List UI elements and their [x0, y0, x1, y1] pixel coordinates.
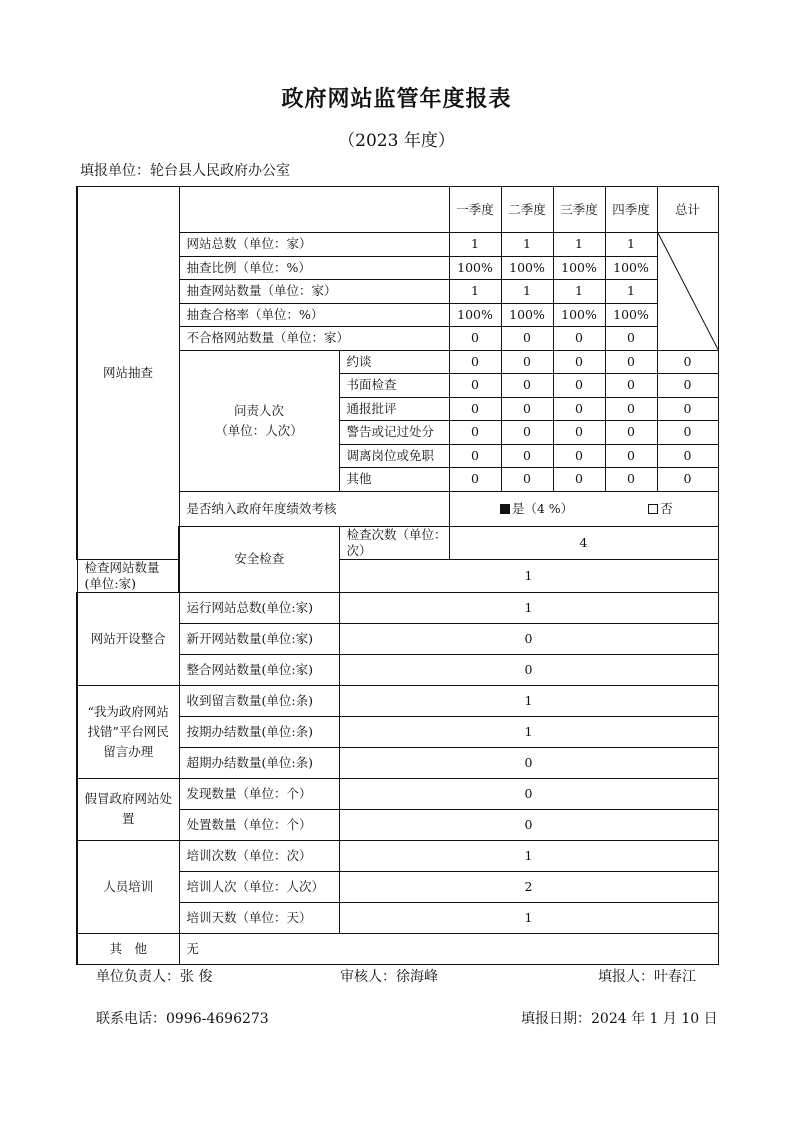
row-label: 超期办结数量(单位:条) [179, 747, 339, 778]
cell-total: 0 [657, 468, 718, 492]
cell-q2: 0 [501, 327, 553, 351]
checked-box-icon [500, 504, 510, 514]
row-label: 按期办结数量(单位:条) [179, 716, 339, 747]
table-row [77, 778, 718, 809]
footer-responsible: 单位负责人：张 俊 [96, 969, 213, 985]
cell-q3: 100% [553, 256, 605, 280]
table-row [77, 840, 718, 871]
cell-total: 0 [657, 444, 718, 468]
cell-q4: 0 [605, 397, 657, 421]
row-label: 不合格网站数量（单位：家） [179, 327, 449, 351]
row-label: 收到留言数量(单位:条) [179, 685, 339, 716]
footer-filler: 填报人：叶春江 [598, 969, 696, 985]
row-label: 检查网站数量(单位:家) [77, 559, 179, 592]
cell-q4: 0 [605, 374, 657, 398]
cell-q1: 1 [449, 280, 501, 304]
accountability-unit: （单位：人次） [215, 422, 303, 438]
row-value: 1 [339, 902, 718, 933]
cell-q2: 1 [501, 233, 553, 257]
header-q1: 一季度 [449, 187, 501, 233]
cell-q1: 100% [449, 256, 501, 280]
cell-q4: 0 [605, 327, 657, 351]
section-website-check: 网站抽查 [77, 187, 179, 560]
cell-q1: 0 [449, 397, 501, 421]
cell-q4: 1 [605, 233, 657, 257]
cell-q4: 0 [605, 444, 657, 468]
footer-phone: 联系电话：0996-4696273 [96, 1011, 269, 1027]
assessment-options [449, 491, 718, 526]
assessment-label: 是否纳入政府年度绩效考核 [179, 491, 449, 526]
table-row [77, 559, 718, 592]
header-total: 总计 [657, 187, 718, 233]
section-title: 假冒政府网站处置 [77, 778, 179, 840]
cell-q2: 0 [501, 350, 553, 374]
cell-total: 0 [657, 397, 718, 421]
row-label: 培训天数（单位：天） [179, 902, 339, 933]
row-value: 1 [339, 716, 718, 747]
row-value: 0 [339, 778, 718, 809]
page-subtitle: （2023 年度） [338, 131, 455, 151]
table-row [77, 685, 718, 716]
other-label: 其 他 [77, 933, 179, 964]
cell-q2: 100% [501, 303, 553, 327]
cell-total: 0 [657, 350, 718, 374]
row-value: 0 [339, 654, 718, 685]
row-label: 其他 [339, 468, 449, 492]
row-value: 1 [339, 592, 718, 623]
cell-q1: 0 [449, 374, 501, 398]
row-label: 运行网站总数(单位:家) [179, 592, 339, 623]
other-value: 无 [179, 933, 718, 964]
cell-q2: 0 [501, 397, 553, 421]
cell-q3: 0 [553, 374, 605, 398]
reporting-unit: 填报单位：轮台县人民政府办公室 [80, 163, 290, 179]
cell-q4: 0 [605, 350, 657, 374]
cell-q1: 0 [449, 327, 501, 351]
cell-q3: 0 [553, 350, 605, 374]
accountability-label-cell [179, 350, 339, 491]
cell-q2: 0 [501, 421, 553, 445]
cell-q3: 100% [553, 303, 605, 327]
cell-q2: 0 [501, 374, 553, 398]
row-label: 检查次数（单位：次） [339, 526, 449, 559]
cell-q3: 0 [553, 397, 605, 421]
cell-q4: 1 [605, 280, 657, 304]
cell-q4: 100% [605, 256, 657, 280]
cell-q2: 100% [501, 256, 553, 280]
cell-q1: 0 [449, 444, 501, 468]
cell-q1: 0 [449, 421, 501, 445]
row-label: 新开网站数量(单位:家) [179, 623, 339, 654]
header-q2: 二季度 [501, 187, 553, 233]
section-title: 网站开设整合 [77, 592, 179, 685]
row-label: 调离岗位或免职 [339, 444, 449, 468]
diagonal-line [658, 233, 718, 350]
row-value: 0 [339, 623, 718, 654]
row-label: 警告或记过处分 [339, 421, 449, 445]
table-row [77, 592, 718, 623]
cell-q1: 0 [449, 350, 501, 374]
row-value: 1 [339, 559, 718, 592]
row-label: 通报批评 [339, 397, 449, 421]
row-label: 网站总数（单位：家） [179, 233, 449, 257]
accountability-label: 问责人次 [233, 402, 284, 418]
cell-total: 0 [657, 421, 718, 445]
row-value: 2 [339, 871, 718, 902]
row-value: 0 [339, 747, 718, 778]
cell-q1: 100% [449, 303, 501, 327]
cell-q3: 0 [553, 327, 605, 351]
assessment-no-label: 否 [660, 500, 673, 516]
header-q3: 三季度 [553, 187, 605, 233]
section-title: 人员培训 [77, 840, 179, 933]
assessment-yes-label: 是（4 %） [511, 500, 574, 516]
other-row [77, 933, 718, 964]
cell-q1: 1 [449, 233, 501, 257]
report-table [76, 186, 719, 965]
cell-q2: 0 [501, 444, 553, 468]
row-label: 整合网站数量(单位:家) [179, 654, 339, 685]
footer-reviewer: 审核人：徐海峰 [340, 969, 438, 985]
total-diagonal-cell [657, 233, 718, 351]
row-label: 处置数量（单位：个） [179, 809, 339, 840]
cell-q4: 0 [605, 421, 657, 445]
row-label: 发现数量（单位：个） [179, 778, 339, 809]
assessment-yes-option [462, 501, 612, 517]
cell-q2: 0 [501, 468, 553, 492]
header-row [77, 187, 718, 233]
row-label: 抽查合格率（单位：%） [179, 303, 449, 327]
row-value: 1 [339, 685, 718, 716]
assessment-no-option [615, 501, 705, 517]
cell-q4: 100% [605, 303, 657, 327]
header-blank [179, 187, 449, 233]
cell-q4: 0 [605, 468, 657, 492]
row-value: 0 [339, 809, 718, 840]
page-title: 政府网站监管年度报表 [281, 86, 512, 112]
footer-date: 填报日期：2024 年 1 月 10 日 [521, 1011, 718, 1027]
cell-q3: 1 [553, 233, 605, 257]
cell-q3: 0 [553, 468, 605, 492]
cell-q2: 1 [501, 280, 553, 304]
row-label: 约谈 [339, 350, 449, 374]
cell-total: 0 [657, 374, 718, 398]
row-label: 培训次数（单位：次） [179, 840, 339, 871]
row-value: 4 [449, 526, 718, 559]
unchecked-box-icon [648, 504, 658, 514]
row-label: 抽查网站数量（单位：家） [179, 280, 449, 304]
row-label: 抽查比例（单位：%） [179, 256, 449, 280]
row-label: 培训人次（单位：人次） [179, 871, 339, 902]
cell-q1: 0 [449, 468, 501, 492]
cell-q3: 0 [553, 421, 605, 445]
header-q4: 四季度 [605, 187, 657, 233]
section-title: “我为政府网站找错”平台网民留言办理 [77, 685, 179, 778]
row-label: 书面检查 [339, 374, 449, 398]
section-title: 安全检查 [179, 526, 339, 592]
cell-q3: 0 [553, 444, 605, 468]
row-value: 1 [339, 840, 718, 871]
cell-q3: 1 [553, 280, 605, 304]
